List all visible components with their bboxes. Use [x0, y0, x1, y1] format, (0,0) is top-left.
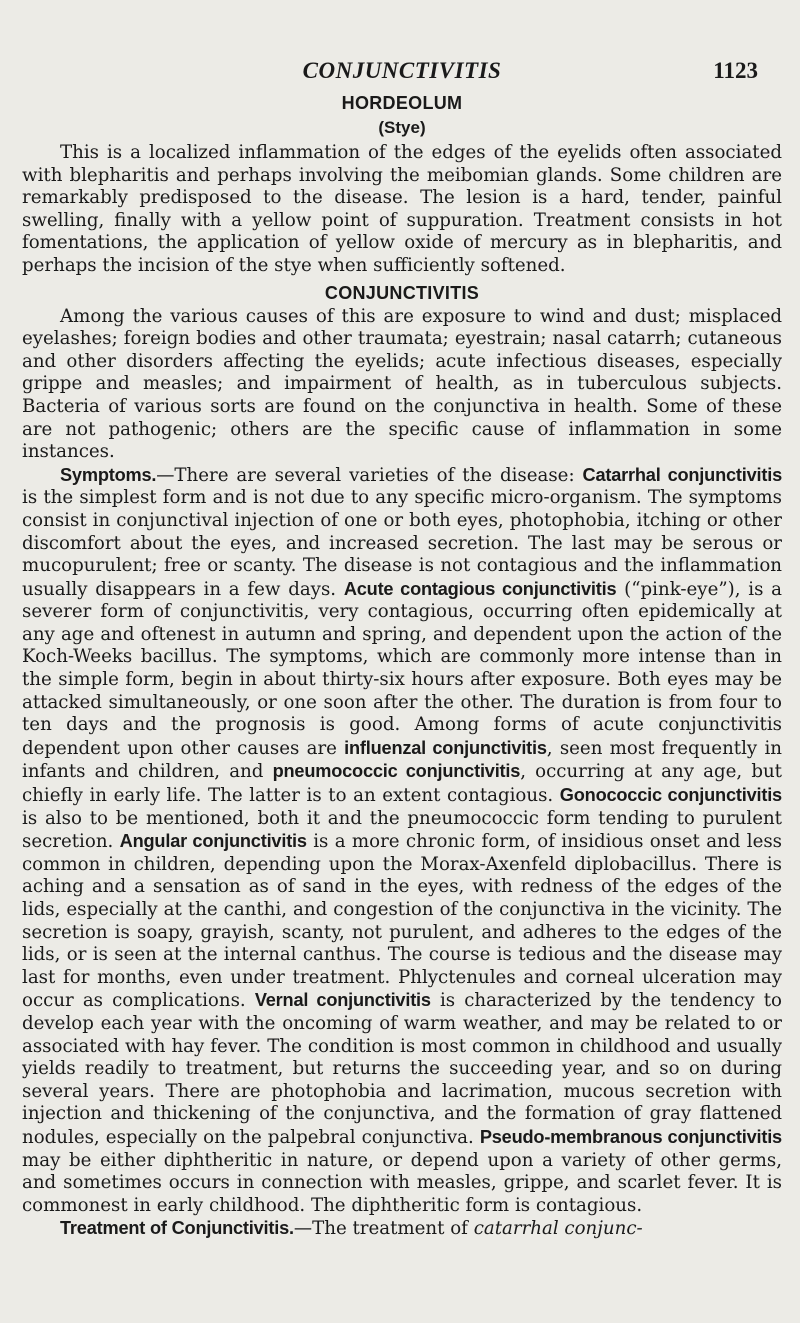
page-number: 1123 [713, 58, 758, 83]
hordeolum-heading: HORDEOLUM [341, 93, 463, 113]
running-head [22, 50, 782, 90]
symptoms-text-5: , occurring at any age, but chiefly in early life. The latter is to an extent contagious. [22, 761, 782, 807]
term-pseudomembranous: Pseudo-membranous conjunctivitis [479, 1126, 782, 1147]
stye-subheading: (Stye) [378, 118, 426, 137]
treatment-lead: Treatment of Conjunctivitis. [60, 1218, 294, 1239]
term-acute-contagious: Acute contagious conjunctivitis [343, 578, 617, 599]
running-title: CONJUNCTIVITIS [302, 58, 502, 83]
term-gonococcic: Gonococcic conjunctivitis [559, 785, 782, 806]
symptoms-text-6: is also to be mentioned, both it and the pneumococcic form tending to purulent secretion. [22, 807, 782, 853]
conjunctivitis-heading: CONJUNCTIVITIS [324, 282, 480, 303]
symptoms-paragraph [22, 464, 782, 1218]
symptoms-text-7: is a more chronic form, of insidious onset and less common in children, depending upon the Morax-Axenfeld diplobacillus. There is aching and a sensation as of sand in the eyes, with redness of the edges of the lids, especially at the canthi, and congestion of the conjunctiva in the vicinity. The secretion is soapy, grayish, scanty, not purulent, and adheres to the edges of the lids, or is seen at the internal canthus. The course is tedious and the disease may last for months, even under treatment. Phlyctenules and corneal ulceration may occur as complications. [22, 831, 783, 1012]
symptoms-text-8: is characterized by the tendency to develop each year with the oncoming of warm weather, and may be related to or associated with hay fever. The condition is most common in childhood and usually yields readily to treatment, but returns the succeeding year, and so on during several years. There are photophobia and lacrimation, mucous secretion with injection and thickening of the conjunctiva, and the formation of gray flattened nodules, especially on the palpebral conjunctiva. [22, 990, 783, 1148]
hordeolum-paragraph: This is a localized inflammation of the edges of the eyelids often associated with blepharitis and perhaps involving the meibomian glands. Some children are remarkably predisposed to the disease. The lesion is a hard, tender, painful swelling, finally with a yellow point of suppuration. Treatment consists in hot fomentations, the application of yellow oxide of mercury as in blepharitis, and perhaps the incision of the stye when sufficiently softened. [22, 142, 782, 276]
symptoms-text-9: may be either diphtheritic in nature, or depend upon a variety of other germs, and sometimes occurs in connection with measles, grippe, and scarlet fever. It is commonest in early childhood. The diphtheritic form is contagious. [22, 1149, 782, 1216]
hordeolum-section [22, 90, 782, 278]
treatment-paragraph [22, 1217, 782, 1241]
symptoms-text-4: , seen most frequently in infants and children, and [22, 737, 782, 783]
term-influenzal: influenzal conjunctivitis [344, 737, 547, 758]
conjunctivitis-section [22, 280, 782, 1241]
term-vernal: Vernal conjunctivitis [254, 990, 431, 1011]
symptoms-text-2: is the simplest form and is not due to any specific micro-organism. The symptoms consist in conjunctival injection of one or both eyes, photophobia, itching or other discomfort about the eyes, and increased secretion. The last may be serous or mucopurulent; free or scanty. The disease is not contagious and the inflammation usually disappears in a few days. [22, 487, 782, 600]
causes-paragraph: Among the various causes of this are exposure to wind and dust; misplaced eyelashes; foreign bodies and other traumata; eyestrain; nasal catarrh; cutaneous and other disorders affecting the eyelids; acute infectious diseases, especially grippe and measles; and impairment of health, as in tuberculous subjects. Bacteria of various sorts are found on the conjunctiva in health. Some of these are not pathogenic; others are the specific cause of inflammation in some instances. [22, 305, 782, 463]
symptoms-text-1: —There are several varieties of the disease: [156, 464, 583, 486]
symptoms-text-3: (“pink-eye”), is a severer form of conjunctivitis, very contagious, occurring often epidemically at any age and oftenest in autumn and spring, and dependent upon the action of the Koch-Weeks bacillus. The symptoms, which are commonly more intense than in the simple form, begin in about thirty-six hours after exposure. Both eyes may be attacked simultaneously, or one soon after the other. The duration is from four to ten days and the prognosis is good. Among forms of acute conjunctivitis dependent upon other causes are [22, 578, 782, 759]
term-catarrhal: Catarrhal conjunctivitis [582, 464, 782, 485]
treatment-italic-term: catarrhal conjunc- [473, 1218, 643, 1240]
term-pneumococcic: pneumococcic conjunctivitis [272, 761, 521, 782]
term-angular: Angular conjunctivitis [119, 831, 307, 852]
treatment-text: —The treatment of [293, 1218, 474, 1240]
symptoms-lead: Symptoms. [60, 464, 157, 485]
